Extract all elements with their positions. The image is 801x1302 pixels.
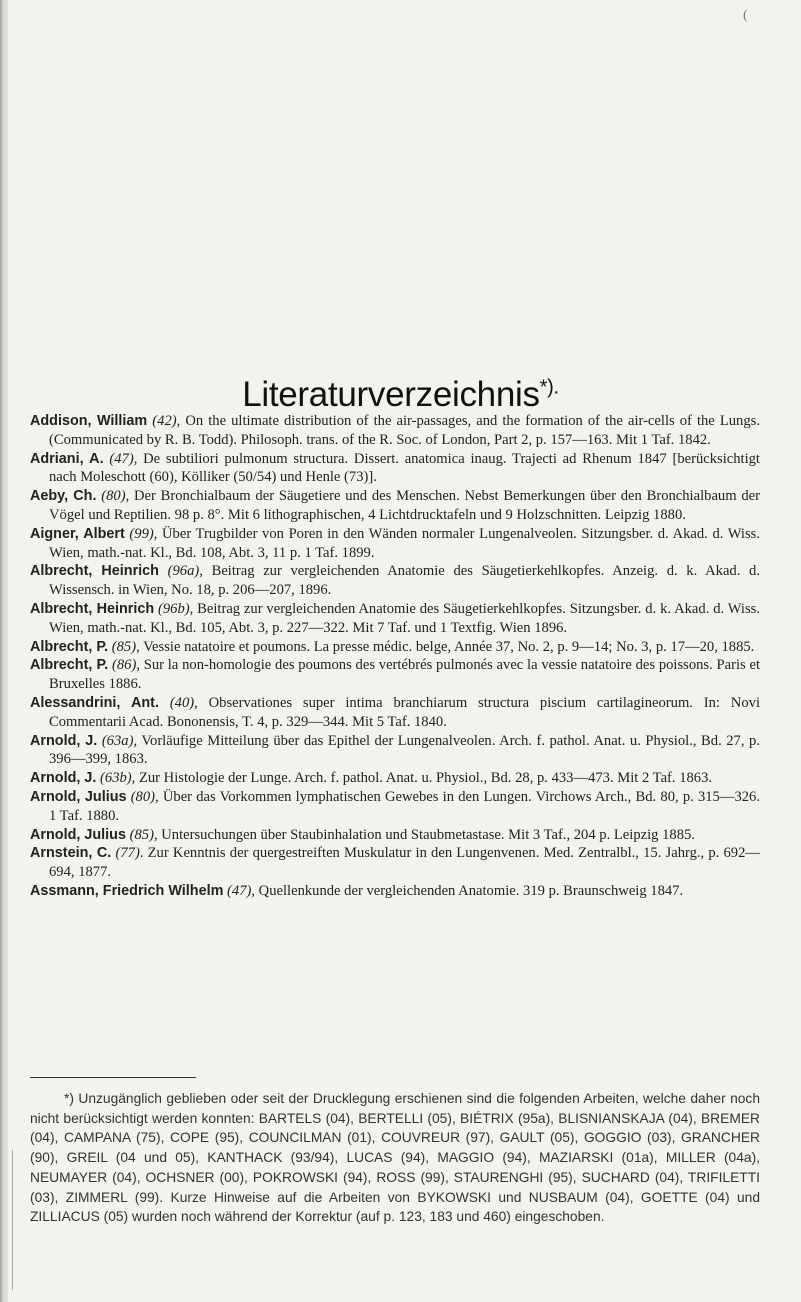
entry-year-key: (63b) [100,770,132,787]
bibliography-entry [30,450,760,488]
entry-year-key: (85) [111,638,137,655]
entry-text: , Quellenkunde der vergleichenden Anatomie. 319 p. Braunschweig 1847. [251,882,684,899]
entry-text: , Vessie natatoire et poumons. La presse médic. belge, Année 37, No. 2, p. 9—14; No. 3, p. 17—20, 1885. [136,638,755,655]
entry-text: . Zur Kenntnis der quergestreiften Muskulatur in den Lungenvenen. Med. Zentralbl., 15. Jahrg., p. 692—694, 1877. [49,845,760,881]
bibliography-entry [30,638,760,657]
entry-author: Addison, William [30,413,148,429]
entry-year-key: (80) [101,488,126,505]
entry-author: Albrecht, P. [30,638,109,655]
entry-author: Alessandrini, Ant. [30,694,159,711]
bibliography-entry [30,826,760,845]
page-spine-shadow [0,0,8,1302]
entry-author: Albrecht, Heinrich [30,563,159,580]
bibliography-entry [30,487,760,525]
bibliography-entry [30,412,760,450]
entry-author: Adriani, A. [30,450,104,467]
bibliography-entry [30,656,760,694]
entry-text: , Über Trugbilder von Poren in den Wänden normaler Lungenalveolen. Sitzungsber. d. Akad. d. Wiss. Wien, math.-nat. Kl., Bd. 108, Abt. 3, 11 p. 1 Taf. 1899. [49,525,760,561]
bibliography-entry [30,882,760,901]
entry-author: Arnold, J. [30,732,98,749]
entry-author: Albrecht, P. [30,657,109,674]
bibliography-entry [30,769,760,788]
entry-year-key: (47) [109,450,134,467]
entry-text: , On the ultimate distribution of the air-passages, and the formation of the air-cells of the Lungs. (Communicated by R. B. Todd). Philosoph. trans. of the R. Soc. of London, Part 2, p. 157—163. Mit 1 Taf. 1842. [49,413,760,448]
bibliography-list [30,412,760,901]
entry-year-key: (77) [115,845,140,862]
entry-author: Aeby, Ch. [30,488,97,505]
entry-text: , Sur la non-homologie des poumons des vertébrés pulmonés avec la vessie natatoire des poissons. Paris et Bruxelles 1886. [49,657,761,693]
bibliography-entry [30,600,760,638]
bibliography-entry [30,732,760,770]
entry-year-key: (63a) [101,732,134,749]
bibliography-entry [30,525,760,563]
page-edge-line [12,1150,13,1290]
entry-author: Arnold, Julius [30,788,127,805]
bibliography-entry [30,562,760,600]
bibliography-entry [30,694,760,732]
footnote: *) Unzugänglich geblieben oder seit der Drucklegung erschienen sind die folgenden Arbeiten, welche daher noch nicht berücksichtigt werden konnten: BARTELS (04), BERTELLI (05), BIÉTRIX (95a), BLISNIANSKAJA (04), BREMER (04), CAMPANA (75), COPE (95), COUNCILMAN (01), COUVREUR (97), GAULT (05), GOGGIO (03), GRANCHER (90), GREIL (04 und 05), KANTHACK (93/94), LUCAS (94), MAGGIO (94), MAZIARSKI (01a), MILLER (04a), NEUMAYER (04), OCHSNER (00), POKROWSKI (94), ROSS (99), STAURENGHI (95), SUCHARD (04), TRIFILETTI (03), ZIMMERL (99). Kurze Hinweise auf die Arbeiten von BYKOWSKI und NUSBAUM (04), GOETTE (04) und ZILLIACUS (05) wurden noch während der Korrektur (auf p. 123, 183 und 460) eingeschoben. [30,1091,760,1225]
page-corner-mark: ( [743,8,748,23]
entry-author: Arnold, J. [30,770,97,787]
entry-year-key: (96b) [158,600,190,617]
entry-text: , Beitrag zur vergleichenden Anatomie des Säugetierkehlkopfes. Anzeig. d. k. Akad. d. Wissensch. in Wien, No. 18, p. 206—207, 1896. [49,563,760,599]
entry-year-key: (40) [169,694,195,711]
entry-author: Arnstein, C. [30,845,112,862]
entry-text: , Observationes super intima branchiarum structura piscium cartilagineorum. In: Novi Commentarii Acad. Bononensis, T. 4, p. 329—344. Mit 5 Taf. 1840. [49,694,760,730]
entry-author: Aigner, Albert [30,525,125,542]
entry-year-key: (99) [129,525,154,542]
entry-text: , De subtiliori pulmonum structura. Dissert. anatomica inaug. Trajecti ad Rhenum 1847 [berücksichtigt nach Moleschott (60), Kölliker (50/54) und Henle (73)]. [49,450,760,486]
entry-year-key: (96a) [167,563,200,580]
title-text: Literaturverzeichnis [242,375,540,415]
entry-year-key: (47) [227,882,252,899]
entry-author: Arnold, Julius [30,826,126,843]
entry-text: , Beitrag zur vergleichenden Anatomie des Säugetierkehlkopfes. Sitzungsber. d. k. Akad. d. Wiss. Wien, math.-nat. Kl., Bd. 105, Abt. 3, p. 227—322. Mit 7 Taf. und 1 Textfig. Wien 1896. [49,600,760,636]
entry-author: Assmann, Friedrich Wilhelm [30,882,224,899]
entry-year-key: (86) [112,657,137,674]
entry-text: , Über das Vorkommen lymphatischen Gewebes in den Lungen. Virchows Arch., Bd. 80, p. 315—326. 1 Taf. 1880. [49,788,760,824]
entry-year-key: (42) [152,413,177,429]
entry-text: , Vorläufige Mitteilung über das Epithel der Lungenalveolen. Arch. f. pathol. Anat. u. Physiol., Bd. 27, p. 396—399, 1863. [49,732,760,768]
footnote-rule [30,1077,196,1078]
entry-year-key: (85) [129,826,154,843]
title-footnote-marker: *). [539,376,559,399]
entry-text: , Der Bronchialbaum der Säugetiere und des Menschen. Nebst Bemerkungen über den Bronchialbaum der Vögel und Reptilien. 98 p. 8°. Mit 6 lithographischen, 4 Lichtdrucktafeln und 9 Holzschnitten. Leipzig 1880. [49,488,760,523]
entry-text: , Zur Histologie der Lunge. Arch. f. pathol. Anat. u. Physiol., Bd. 28, p. 433—473. Mit 2 Taf. 1863. [131,770,713,787]
bibliography-entry [30,788,760,826]
entry-text: , Untersuchungen über Staubinhalation und Staubmetastase. Mit 3 Taf., 204 p. Leipzig 1885. [153,826,695,843]
bibliography-entry [30,844,760,882]
entry-year-key: (80) [130,788,156,805]
entry-author: Albrecht, Heinrich [30,600,155,617]
page-title [0,375,801,415]
